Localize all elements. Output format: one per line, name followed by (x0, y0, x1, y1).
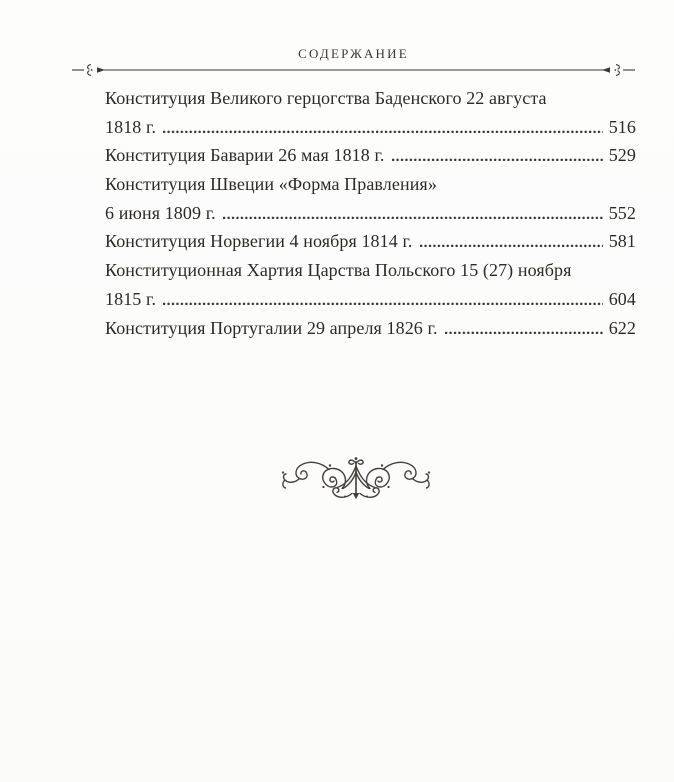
toc-entry-text: Конституция Норвегии 4 ноября 1814 г. (105, 231, 413, 252)
toc-entry-text: Конституция Швеции «Форма Правления» (105, 174, 437, 195)
toc-line (105, 170, 636, 199)
toc-page-number: 581 (608, 231, 636, 252)
toc-line (105, 113, 636, 142)
toc-entry-text: 6 июня 1809 г. (105, 202, 216, 223)
toc-line (105, 285, 636, 314)
toc-line (105, 314, 636, 343)
toc-page-number: 552 (608, 202, 636, 223)
toc-line (105, 199, 636, 228)
toc-entry-text: 1818 г. (105, 116, 157, 137)
toc-page-number: 604 (608, 288, 636, 309)
toc-line (105, 256, 636, 285)
toc-line (105, 227, 636, 256)
toc-page-number: 622 (608, 317, 636, 338)
dot-leader (223, 215, 603, 219)
dot-leader (163, 301, 603, 305)
dot-leader (420, 243, 603, 247)
toc-entry-text: Конституция Португалии 29 апреля 1826 г. (105, 317, 438, 338)
toc-entry-text: 1815 г. (105, 288, 157, 309)
page-title: СОДЕРЖАНИЕ (298, 46, 409, 61)
toc-entry-text: Конституционная Хартия Царства Польского 15 (27) ноября (105, 260, 572, 281)
header-rule-icon (72, 63, 635, 77)
dot-leader (163, 129, 603, 133)
toc-line (105, 141, 636, 170)
toc-line (105, 84, 636, 113)
toc-entry-text: Конституция Баварии 26 мая 1818 г. (105, 145, 385, 166)
toc-entry-text: Конституция Великого герцогства Баденского 22 августа (105, 88, 547, 108)
dot-leader (445, 330, 603, 334)
table-of-contents (105, 84, 636, 342)
dot-leader (392, 157, 603, 161)
toc-page-number: 529 (608, 145, 636, 166)
flourish-ornament-icon (278, 455, 434, 503)
toc-page-number: 516 (608, 116, 636, 137)
